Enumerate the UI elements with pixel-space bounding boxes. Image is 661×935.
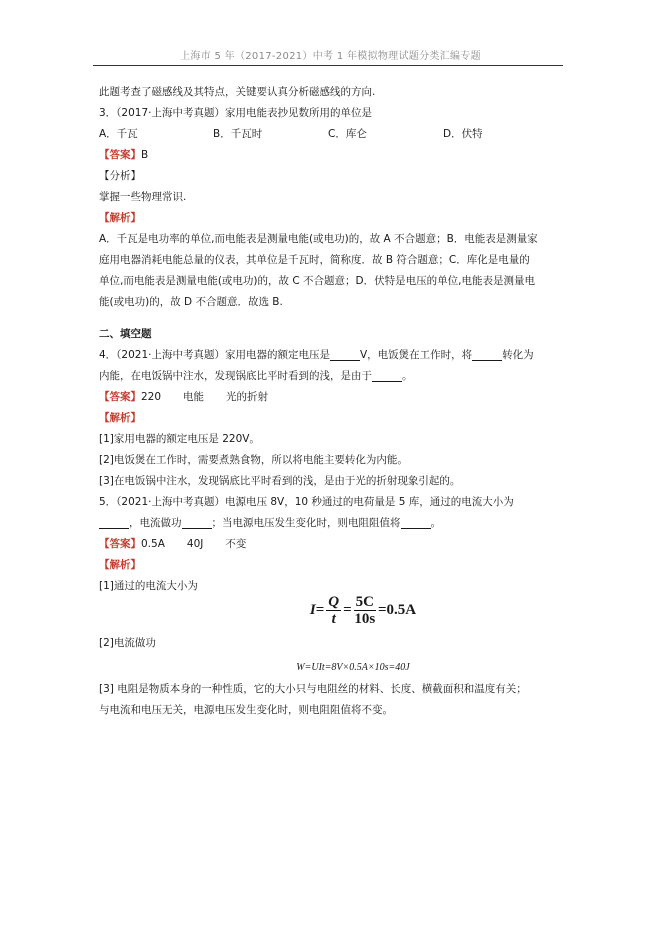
solution-line: [1]家用电器的额定电压是 220V。 — [99, 433, 260, 445]
answer-blank — [182, 516, 212, 529]
answer-value: 220 — [141, 391, 162, 403]
question-4 — [99, 347, 567, 363]
paragraph-q2-conclusion: 此题考查了磁感线及其特点，关键要认真分析磁感线的方向. — [99, 86, 376, 98]
solution-line: [3]在电饭锅中注水，发现锅底比平时看到的浅，是由于光的折射现象引起的。 — [99, 475, 461, 487]
solution-line: 庭用电器消耗电能总量的仪表，其单位是千瓦时，简称度．故 B 符合题意；C．库化是电量的 — [99, 254, 530, 266]
page-header: 上海市 5 年（2017-2021）中考 1 年模拟物理试题分类汇编专题 — [180, 51, 481, 62]
document-body — [99, 84, 567, 718]
answer-value: 0.5A — [141, 538, 165, 550]
analysis-tag: 【分析】 — [99, 170, 141, 182]
fraction: $\frac{Q}{t}$ — [328, 594, 340, 627]
answer-tag: 【答案】 — [99, 538, 141, 550]
answer-value: B — [141, 149, 149, 161]
formula-result: =0.5A — [378, 601, 417, 618]
work-formula: W=UIt=8V×0.5A×10s=40J — [296, 662, 410, 673]
solution-line: A．千瓦是电功率的单位,而电能表是测量电能(或电功)的，故 A 不合题意；B．电能表是测量家 — [99, 233, 538, 245]
formula-symbol: = — [315, 601, 325, 618]
solution-line: 与电流和电压无关，电源电压发生变化时，则电阻阻值将不变。 — [99, 704, 393, 716]
option-c: C．库仑 — [328, 128, 367, 140]
solution-line: [1]通过的电流大小为 — [99, 580, 198, 592]
answer-blank — [372, 369, 402, 382]
q5-text: 。 — [430, 517, 441, 529]
q5-text: ；当电源电压发生变化时，则电阻阻值将 — [211, 517, 401, 529]
q4-text: V，电饭煲在工作时，将 — [360, 349, 473, 361]
question-4-answer — [99, 389, 567, 405]
formula-symbol: = — [343, 601, 352, 618]
question-3: 3．（2017·上海中考真题）家用电能表抄见数所用的单位是 — [99, 107, 372, 119]
answer-blank — [99, 516, 129, 529]
option-b: B．千瓦时 — [213, 128, 263, 140]
answer-tag: 【答案】 — [99, 149, 141, 161]
solution-line: [2]电饭煲在工作时，需要煮熟食物，所以将电能主要转化为内能。 — [99, 454, 408, 466]
solution-line: 单位,而电能表是测量电能(或电功)的，故 C 不合题意；D．伏特是电压的单位,电能表是测量电 — [99, 275, 535, 287]
answer-blank — [401, 516, 431, 529]
solution-tag: 【解析】 — [99, 559, 141, 571]
q4-text: 4．（2021·上海中考真题）家用电器的额定电压是 — [99, 349, 330, 361]
option-a: A．千瓦 — [99, 128, 138, 140]
q5-text: ，电流做功 — [129, 517, 182, 529]
solution-tag: 【解析】 — [99, 212, 141, 224]
solution-line: 能(或电功)的，故 D 不合题意．故选 B. — [99, 296, 283, 308]
section-title: 二、填空题 — [99, 328, 152, 340]
fraction: $\frac{5C}{10s}$ — [354, 594, 376, 627]
question-3-options — [99, 126, 567, 142]
solution-line: [2]电流做功 — [99, 637, 156, 649]
q4-text: 。 — [402, 370, 413, 382]
answer-blank — [472, 348, 502, 361]
answer-blank — [330, 348, 360, 361]
question-4-cont — [99, 368, 567, 384]
answer-value: 光的折射 — [226, 391, 269, 403]
answer-value: 40J — [186, 538, 204, 550]
answer-value: 不变 — [225, 538, 247, 550]
question-5-answer — [99, 536, 567, 552]
solution-line: [3] 电阻是物质本身的一种性质，它的大小只与电阻丝的材料、长度、横截面积和温度有关； — [99, 683, 527, 695]
header-divider — [93, 65, 563, 66]
question-3-analysis: 掌握一些物理常识. — [99, 191, 187, 203]
current-formula — [159, 594, 567, 630]
option-d: D．伏特 — [443, 128, 483, 140]
answer-value: 电能 — [183, 391, 205, 403]
q4-text: 内能，在电饭锅中注水，发现锅底比平时看到的浅，是由于 — [99, 370, 372, 382]
formula-symbol: I — [309, 601, 316, 618]
solution-tag: 【解析】 — [99, 412, 141, 424]
answer-tag: 【答案】 — [99, 391, 141, 403]
question-3-answer — [99, 147, 567, 163]
q4-text: 转化为 — [502, 349, 534, 361]
question-5-cont — [99, 515, 567, 531]
question-5: 5．（2021·上海中考真题）电源电压 8V，10 秒通过的电荷量是 5 库，通过的电流大小为 — [99, 496, 514, 508]
